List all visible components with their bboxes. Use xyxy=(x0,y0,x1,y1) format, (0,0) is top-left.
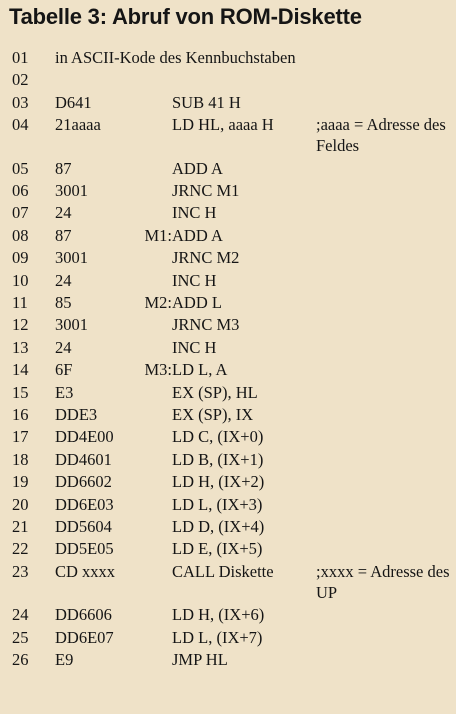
line-number: 13 xyxy=(12,337,29,357)
instruction: ADD L xyxy=(172,293,222,313)
listing-row xyxy=(0,649,456,671)
hex-code: D641 xyxy=(55,92,92,112)
instruction: LD H, (IX+2) xyxy=(172,472,265,492)
listing-row xyxy=(0,337,456,359)
line-number: 25 xyxy=(12,627,29,647)
hex-code: CD xxxx xyxy=(55,561,116,581)
hex-code: 3001 xyxy=(55,315,88,335)
listing-row xyxy=(0,359,456,381)
hex-code: 3001 xyxy=(55,248,88,268)
listing-row xyxy=(0,538,456,560)
line-number: 08 xyxy=(12,225,29,245)
listing-row xyxy=(0,494,456,516)
hex-code: E3 xyxy=(55,382,74,402)
instruction: ADD A xyxy=(172,158,223,178)
hex-code: 24 xyxy=(55,337,72,357)
instruction: LD HL, aaaa H xyxy=(172,115,274,135)
line-number: 02 xyxy=(12,70,29,90)
line-number: 21 xyxy=(12,516,29,536)
instruction: LD D, (IX+4) xyxy=(172,516,265,536)
instruction: JRNC M2 xyxy=(172,248,240,268)
table-title: Tabelle 3: Abruf von ROM-Diskette xyxy=(9,4,362,29)
line-comment: ;aaaa = Adresse des Feldes xyxy=(316,115,446,156)
line-number: 06 xyxy=(12,181,29,201)
line-number: 07 xyxy=(12,203,29,223)
hex-code: DD6E03 xyxy=(55,494,114,514)
instruction: LD H, (IX+6) xyxy=(172,605,265,625)
instruction: LD B, (IX+1) xyxy=(172,449,264,469)
listing-row xyxy=(0,69,456,91)
line-number: 17 xyxy=(12,427,29,447)
instruction: EX (SP), HL xyxy=(172,382,258,402)
line-number: 10 xyxy=(12,270,29,290)
listing-row xyxy=(0,382,456,404)
hex-code: DD4601 xyxy=(55,449,112,469)
instruction: JRNC M3 xyxy=(172,315,240,335)
listing-row xyxy=(0,180,456,202)
listing-row xyxy=(0,247,456,269)
listing-row xyxy=(0,471,456,493)
listing-row xyxy=(0,314,456,336)
listing-row xyxy=(0,561,456,605)
line-number: 12 xyxy=(12,315,29,335)
line-number: 23 xyxy=(12,561,29,581)
hex-code: 6F xyxy=(55,360,73,380)
line-number: 01 xyxy=(12,48,29,67)
hex-code: 85 xyxy=(55,293,72,313)
line-number: 05 xyxy=(12,158,29,178)
hex-code: DD6606 xyxy=(55,605,112,625)
instruction: EX (SP), IX xyxy=(172,404,254,424)
hex-code: 87 xyxy=(55,225,72,245)
line-comment: ;xxxx = Adresse des UP xyxy=(316,561,450,602)
instruction: JRNC M1 xyxy=(172,181,240,201)
code-listing xyxy=(0,47,456,671)
line-number: 19 xyxy=(12,472,29,492)
listing-row xyxy=(0,47,456,69)
line-number: 18 xyxy=(12,449,29,469)
line-number: 09 xyxy=(12,248,29,268)
listing-row xyxy=(0,627,456,649)
jump-label: M2: xyxy=(144,293,172,313)
instruction: INC H xyxy=(172,270,217,290)
line-number: 24 xyxy=(12,605,29,625)
instruction: INC H xyxy=(172,203,217,223)
hex-code: DD6E07 xyxy=(55,627,114,647)
instruction: INC H xyxy=(172,337,217,357)
listing-row xyxy=(0,604,456,626)
hex-code: E9 xyxy=(55,649,74,669)
listing-row xyxy=(0,202,456,224)
instruction: LD L, A xyxy=(172,360,228,380)
hex-code: 87 xyxy=(55,158,72,178)
line-number: 14 xyxy=(12,360,29,380)
line-number: 16 xyxy=(12,404,29,424)
listing-row xyxy=(0,270,456,292)
hex-code: DD5604 xyxy=(55,516,112,536)
hex-code: 21aaaa xyxy=(55,115,101,135)
hex-code: DDE3 xyxy=(55,404,98,424)
line-number: 26 xyxy=(12,649,29,669)
listing-row xyxy=(0,449,456,471)
line-text: in ASCII-Kode des Kennbuchstaben xyxy=(55,48,296,67)
instruction: LD L, (IX+7) xyxy=(172,627,263,647)
listing-row xyxy=(0,158,456,180)
hex-code: DD5E05 xyxy=(55,539,114,559)
instruction: LD E, (IX+5) xyxy=(172,539,263,559)
instruction: CALL Diskette xyxy=(172,561,274,581)
listing-row xyxy=(0,516,456,538)
line-number: 03 xyxy=(12,92,29,112)
listing-row xyxy=(0,426,456,448)
line-number: 04 xyxy=(12,115,29,135)
hex-code: 24 xyxy=(55,203,72,223)
instruction: JMP HL xyxy=(172,649,228,669)
hex-code: 24 xyxy=(55,270,72,290)
listing-row xyxy=(0,292,456,314)
hex-code: DD6602 xyxy=(55,472,112,492)
instruction: LD L, (IX+3) xyxy=(172,494,263,514)
listing-row xyxy=(0,92,456,114)
instruction: ADD A xyxy=(172,225,223,245)
instruction: LD C, (IX+0) xyxy=(172,427,264,447)
line-number: 15 xyxy=(12,382,29,402)
listing-row xyxy=(0,404,456,426)
line-number: 20 xyxy=(12,494,29,514)
hex-code: DD4E00 xyxy=(55,427,114,447)
instruction: SUB 41 H xyxy=(172,92,241,112)
line-number: 11 xyxy=(12,293,28,313)
listing-row xyxy=(0,114,456,158)
hex-code: 3001 xyxy=(55,181,88,201)
jump-label: M3: xyxy=(144,360,172,380)
line-number: 22 xyxy=(12,539,29,559)
jump-label: M1: xyxy=(144,225,172,245)
listing-row xyxy=(0,225,456,247)
